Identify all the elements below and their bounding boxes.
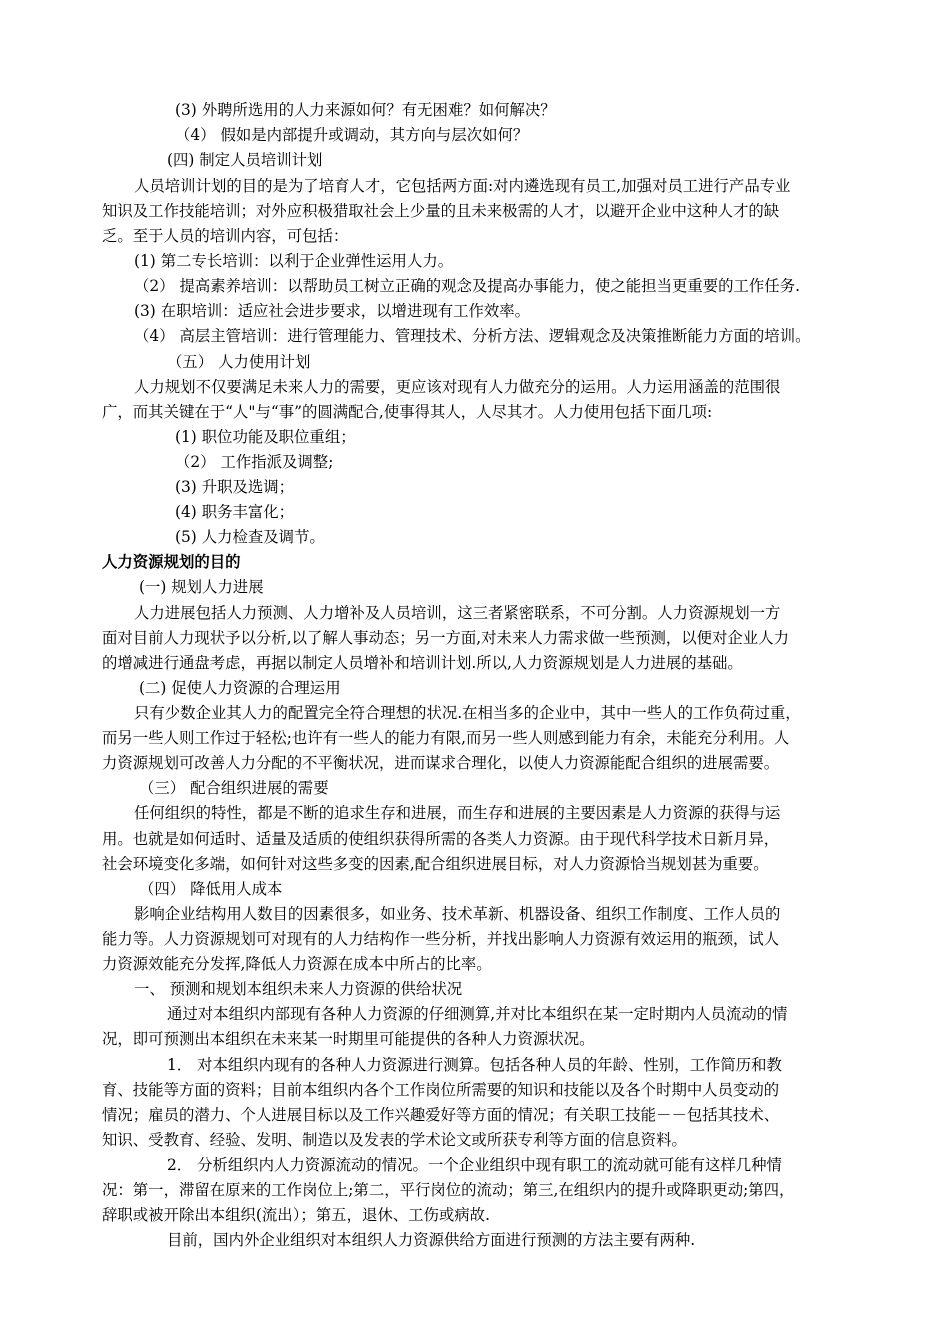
text-line: 广，而其关键在于“人"与“事”的圆满配合,使事得其人，人尽其才。人力使用包括下面几项: <box>102 403 713 421</box>
text-line: 力资源效能充分发挥,降低人力资源在成本中所占的比率。 <box>102 955 492 973</box>
section-heading: (一) 规划人力进展 <box>139 578 264 596</box>
list-item: 1． 对本组织内现有的各种人力资源进行测算。包括各种人员的年龄、性别，工作简历和教 <box>167 1056 782 1074</box>
list-item: （4） 高层主管培训：进行管理能力、管理技术、分析方法、逻辑观念及决策推断能力方面的培训。 <box>134 327 811 345</box>
text-line: 通过对本组织内部现有各种人力资源的仔细测算,并对比本组织在某一定时期内人员流动的情 <box>167 1005 788 1023</box>
text-line: 任何组织的特性，都是不断的追求生存和进展，而生存和进展的主要因素是人力资源的获得与运 <box>134 804 781 822</box>
section-heading: 一、 预测和规划本组织未来人力资源的供给状况 <box>134 980 463 998</box>
chapter-heading: 人力资源规划的目的 <box>102 553 241 571</box>
text-line: 只有少数企业其人力的配置完全符合理想的状况.在相当多的企业中，其中一些人的工作负荷过重， <box>134 704 801 722</box>
text-line: 情况；雇员的潜力、个人进展目标以及工作兴趣爱好等方面的情况；有关职工技能－－包括其技术、 <box>102 1106 780 1124</box>
text-line: （4） 假如是内部提升或调动，其方向与层次如何？ <box>175 126 529 144</box>
section-heading: （三） 配合组织进展的需要 <box>139 779 329 797</box>
text-line: 社会环境变化多端，如何针对这些多变的因素,配合组织进展目标，对人力资源恰当规划甚为重要。 <box>102 855 769 873</box>
section-heading: （四） 降低用人成本 <box>139 880 283 898</box>
text-line: 人力进展包括人力预测、人力增补及人员培训，这三者紧密联系，不可分割。人力资源规划一方 <box>134 604 781 622</box>
text-line: 乏。至于人员的培训内容，可包括： <box>102 227 349 245</box>
text-line: 况，即可预测出本组织在未来某一时期里可能提供的各种人力资源状况。 <box>102 1030 595 1048</box>
text-line: 的增减进行通盘考虑，再据以制定人员增补和培训计划.所以,人力资源规划是人力进展的基础。 <box>102 654 743 672</box>
text-line: 知识、受教育、经验、发明、制造以及发表的学术论文或所获专利等方面的信息资料。 <box>102 1131 687 1149</box>
section-heading: （五） 人力使用计划 <box>167 353 311 371</box>
text-line: 育、技能等方面的资料；目前本组织内各个工作岗位所需要的知识和技能以及各个时期中人员变动的 <box>102 1081 780 1099</box>
list-item: (1) 职位功能及职位重组； <box>175 428 356 446</box>
text-line: 能力等。人力资源规划可对现有的人力结构作一些分析，并找出影响人力资源有效运用的瓶颈，试人 <box>102 930 780 948</box>
text-line: 人力规划不仅要满足未来人力的需要，更应该对现有人力做充分的运用。人力运用涵盖的范围很 <box>134 378 781 396</box>
text-line: 知识及工作技能培训；对外应积极猎取社会上少量的且未来极需的人才，以避开企业中这种人才的缺 <box>102 202 780 220</box>
list-item: （2） 工作指派及调整; <box>175 453 334 471</box>
list-item: (4) 职务丰富化； <box>175 503 295 521</box>
list-item: (3) 在职培训：适应社会进步要求，以增进现有工作效率。 <box>134 302 531 320</box>
list-item: (1) 第二专长培训：以利于企业弹性运用人力。 <box>134 252 454 270</box>
text-line: 用。也就是如何适时、适量及适质的使组织获得所需的各类人力资源。由于现代科学技术日新月异， <box>102 830 780 848</box>
section-heading: (四) 制定人员培训计划 <box>167 151 323 169</box>
list-item: (5) 人力检查及调节。 <box>175 528 325 546</box>
text-line: 力资源规划可改善人力分配的不平衡状况，进而谋求合理化，以使人力资源能配合组织的进展需要。 <box>102 754 780 772</box>
list-item: （2） 提高素养培训：以帮助员工树立正确的观念及提高办事能力，使之能担当更重要的工作任务. <box>134 277 800 295</box>
text-line: 而另一些人则工作过于轻松;也许有一些人的能力有限,而另一些人则感到能力有余，未能充分利用。人 <box>102 729 790 747</box>
text-line: 影响企业结构用人数目的因素很多，如业务、技术革新、机器设备、组织工作制度、工作人员的 <box>134 905 781 923</box>
text-line: 人员培训计划的目的是为了培育人才，它包括两方面:对内遴选现有员工,加强对员工进行产品专业 <box>134 177 791 195</box>
text-line: 辞职或被开除出本组织(流出）；第五，退休、工伤或病故. <box>102 1206 490 1224</box>
section-heading: (二) 促使人力资源的合理运用 <box>139 679 341 697</box>
text-line: 目前，国内外企业组织对本组织人力资源供给方面进行预测的方法主要有两种. <box>167 1231 696 1249</box>
list-item: (3) 升职及选调； <box>175 478 295 496</box>
text-line: 况：第一，滞留在原来的工作岗位上;第二，平行岗位的流动；第三,在组织内的提升或降职更动;第四， <box>102 1181 795 1199</box>
text-line: 面对目前人力现状予以分析,以了解人事动态；另一方面,对未来人力需求做一些预测，以便对企业人力 <box>102 629 789 647</box>
text-line: (3) 外聘所选用的人力来源如何？有无困难？如何解决？ <box>175 101 556 119</box>
list-item: 2． 分析组织内人力资源流动的情况。一个企业组织中现有职工的流动就可能有这样几种情 <box>167 1156 782 1174</box>
